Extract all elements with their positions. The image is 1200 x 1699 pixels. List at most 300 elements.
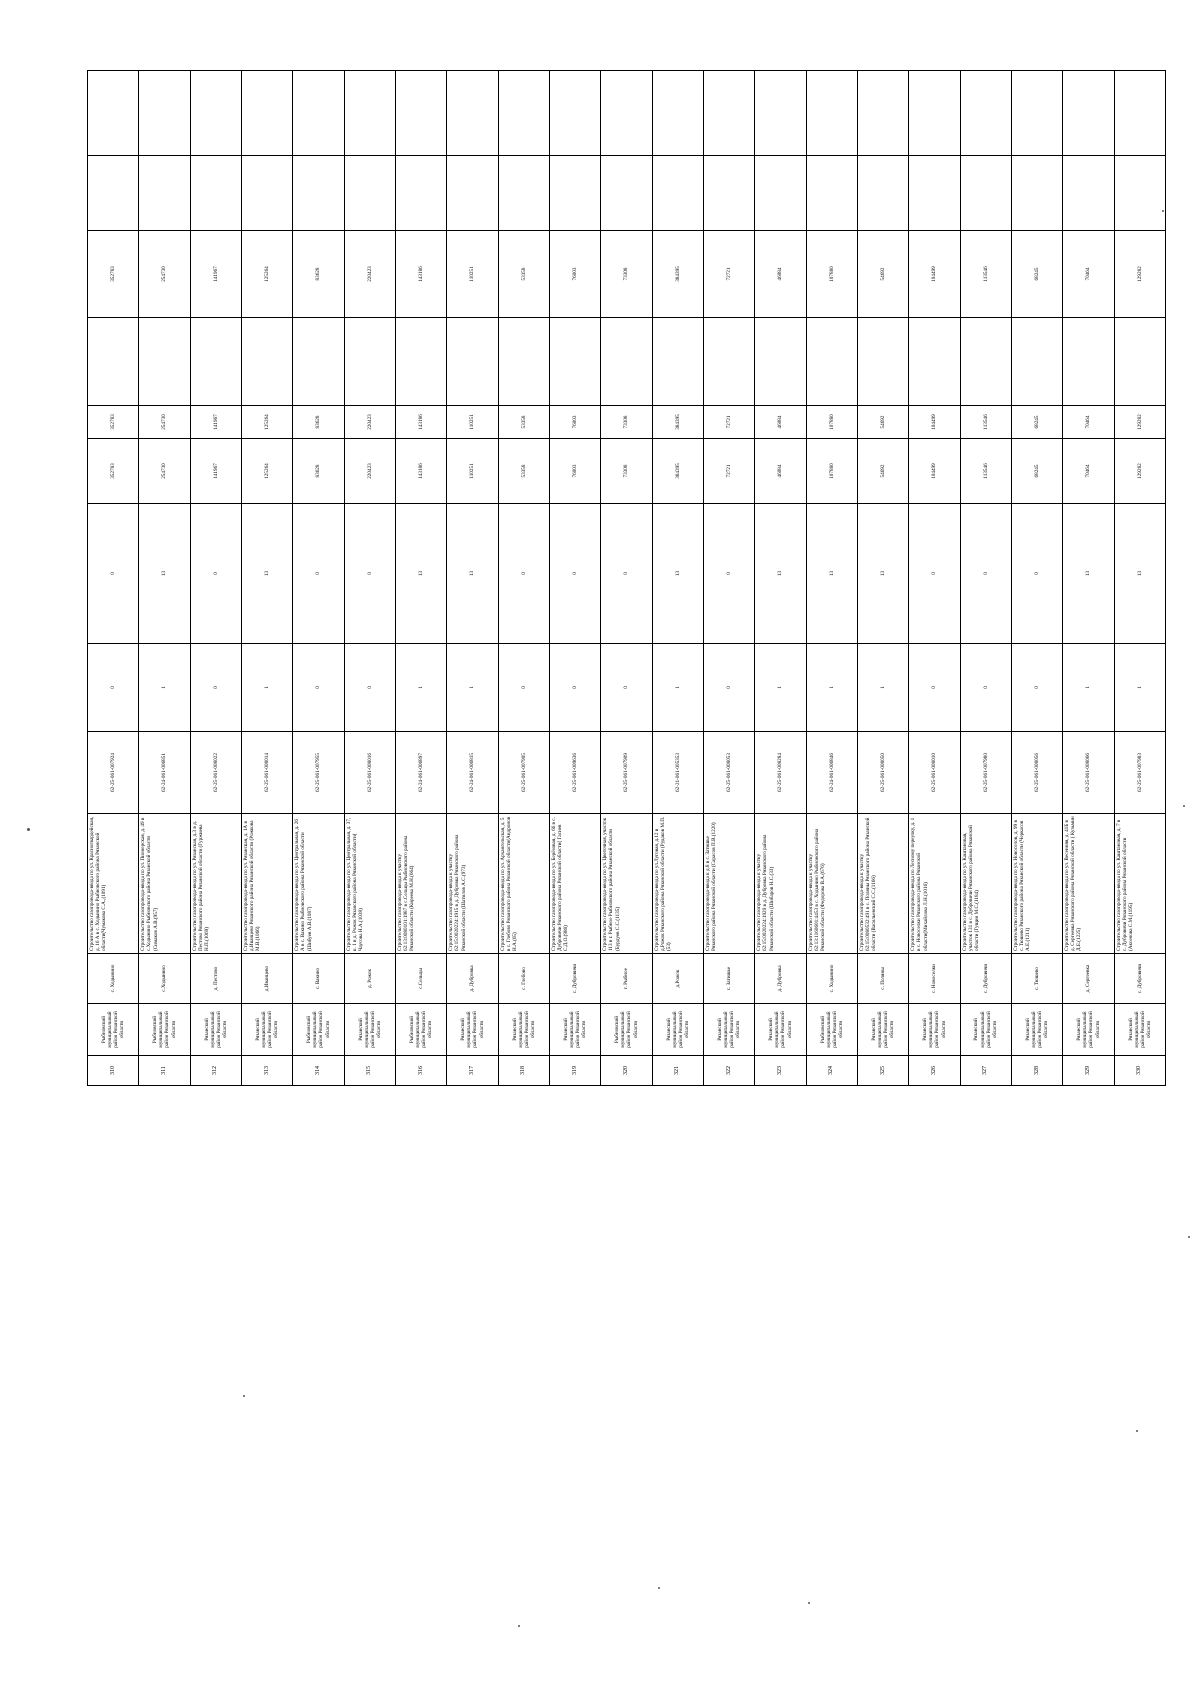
table-row bbox=[241, 71, 292, 1086]
table-row bbox=[652, 71, 703, 1086]
amount-cell bbox=[344, 318, 395, 406]
row-number: 310 bbox=[88, 1056, 139, 1086]
amount-cell: 76003 bbox=[549, 231, 600, 318]
empty-cell bbox=[601, 156, 652, 231]
empty-cell bbox=[1114, 156, 1165, 231]
district-cell: Рязанский муниципальный район Рязанской области bbox=[1063, 1004, 1114, 1056]
place-cell: д. Дубровка bbox=[755, 954, 806, 1004]
district-cell: Рязанский муниципальный район Рязанской области bbox=[498, 1004, 549, 1056]
code-cell: 62-24-061-006851 bbox=[139, 732, 190, 814]
amount-cell bbox=[498, 318, 549, 406]
empty-cell bbox=[395, 71, 446, 156]
row-number: 320 bbox=[601, 1056, 652, 1086]
category-cell: 0 bbox=[601, 504, 652, 644]
district-cell: Рязанский муниципальный район Рязанской области bbox=[960, 1004, 1011, 1056]
flag-cell: 0 bbox=[498, 644, 549, 732]
code-cell: 62-25-061-007905 bbox=[498, 732, 549, 814]
row-number: 312 bbox=[190, 1056, 241, 1086]
flag-cell: 1 bbox=[139, 644, 190, 732]
empty-cell bbox=[395, 156, 446, 231]
empty-cell bbox=[88, 71, 139, 156]
table-row bbox=[806, 71, 857, 1086]
row-number: 314 bbox=[293, 1056, 344, 1086]
empty-cell bbox=[703, 156, 754, 231]
amount-cell: 53358 bbox=[498, 439, 549, 504]
place-cell: с. Ходынино bbox=[88, 954, 139, 1004]
amount-cell: 129282 bbox=[1114, 231, 1165, 318]
place-cell: д. Дубровка bbox=[447, 954, 498, 1004]
table-body bbox=[88, 71, 1166, 1086]
empty-cell bbox=[139, 71, 190, 156]
description-cell: Строительство газопровода-ввода по ул. Берёзовая, д. 66 в с. Дубровичи Рязанского района Рязанской области( Гасиев С.Д.О.(988) bbox=[549, 814, 600, 954]
description-cell: Строительство газопровода-ввода по ул. Архангельская, д. 5 в с. Глебово Рязанского района Рязанской области(Андронов Н.А.(65) bbox=[498, 814, 549, 954]
category-cell: 0 bbox=[549, 504, 600, 644]
amount-cell bbox=[1011, 318, 1062, 406]
category-cell: 0 bbox=[498, 504, 549, 644]
amount-cell: 141967 bbox=[190, 439, 241, 504]
description-cell: Строительство газопровода-ввода по ул. Красногвардейская, д. 16 А в с. Ходынино Рыбновского района Рязанской области(Чумакова С.А.,(1091) bbox=[88, 814, 139, 954]
empty-cell bbox=[652, 156, 703, 231]
amount-cell: 72721 bbox=[703, 231, 754, 318]
amount-cell: 104499 bbox=[909, 231, 960, 318]
empty-cell bbox=[88, 156, 139, 231]
empty-cell bbox=[139, 156, 190, 231]
place-cell: д. Пестово bbox=[190, 954, 241, 1004]
row-number: 323 bbox=[755, 1056, 806, 1086]
code-cell: 62-25-061-008066 bbox=[1063, 732, 1114, 814]
category-cell: 13 bbox=[447, 504, 498, 644]
category-cell: 13 bbox=[1063, 504, 1114, 644]
description-cell: Строительство газопровода-ввода к участку 62:13:0080101:1987 в с.Сельцы Рыбновского района Рязанской области (Киреева М.Н.(664) bbox=[395, 814, 446, 954]
description-cell: Строительство газопровода-ввода к участку 62:15:0020224:1915 в д. Дубровка Рязанского района Рязанской области (Шатилов А.С.(973) bbox=[447, 814, 498, 954]
empty-cell bbox=[293, 71, 344, 156]
district-cell: Рязанский муниципальный район Рязанской области bbox=[909, 1004, 960, 1056]
amount-cell: 53358 bbox=[498, 406, 549, 439]
amount-cell bbox=[960, 318, 1011, 406]
amount-cell bbox=[549, 318, 600, 406]
empty-cell bbox=[909, 156, 960, 231]
category-cell: 0 bbox=[909, 504, 960, 644]
flag-cell: 1 bbox=[395, 644, 446, 732]
row-number: 329 bbox=[1063, 1056, 1114, 1086]
place-cell: с. Вакино bbox=[293, 954, 344, 1004]
amount-cell bbox=[755, 318, 806, 406]
amount-cell bbox=[190, 318, 241, 406]
amount-cell bbox=[447, 318, 498, 406]
district-cell: Рязанский муниципальный район Рязанской области bbox=[1011, 1004, 1062, 1056]
empty-cell bbox=[549, 156, 600, 231]
place-cell: г. Рыбное bbox=[601, 954, 652, 1004]
district-cell: Рыбновский муниципальный район Рязанской области bbox=[88, 1004, 139, 1056]
amount-cell: 384395 bbox=[652, 439, 703, 504]
amount-cell: 104499 bbox=[909, 439, 960, 504]
amount-cell bbox=[703, 318, 754, 406]
empty-cell bbox=[549, 71, 600, 156]
amount-cell: 110251 bbox=[447, 231, 498, 318]
district-cell: Рязанский муниципальный район Рязанской области bbox=[1114, 1004, 1165, 1056]
table-row bbox=[190, 71, 241, 1086]
amount-cell: 143186 bbox=[395, 439, 446, 504]
amount-cell: 384395 bbox=[652, 406, 703, 439]
district-cell: Рыбновский муниципальный район Рязанской области bbox=[139, 1004, 190, 1056]
amount-cell: 46084 bbox=[755, 406, 806, 439]
empty-cell bbox=[1011, 156, 1062, 231]
empty-cell bbox=[241, 156, 292, 231]
flag-cell: 1 bbox=[1114, 644, 1165, 732]
amount-cell: 70464 bbox=[1063, 231, 1114, 318]
place-cell: с. Ходынино bbox=[806, 954, 857, 1004]
district-cell: Рыбновский муниципальный район Рязанской области bbox=[601, 1004, 652, 1056]
amount-cell: 73308 bbox=[601, 231, 652, 318]
description-cell: Строительство газопровода-ввода к участку 62:15:0020224:1920 в д. Дубровка Рязанского района Рязанской области (Шибаров Н.С.(33) bbox=[755, 814, 806, 954]
amount-cell: 129282 bbox=[1114, 406, 1165, 439]
empty-cell bbox=[447, 71, 498, 156]
flag-cell: 0 bbox=[190, 644, 241, 732]
description-cell: Строительство газопровода-ввода по ул. Центральная, д. 37, к. 1 в д. Рожок Рязанского района Рязанской области( Чаусова Н.А.(1038) bbox=[344, 814, 395, 954]
flag-cell: 0 bbox=[344, 644, 395, 732]
table-row bbox=[498, 71, 549, 1086]
amount-cell: 110251 bbox=[447, 439, 498, 504]
amount-cell: 352783 bbox=[88, 439, 139, 504]
description-cell: Строительство газопровода-ввода по ул. Новоселов, д. 99 в с. Тюшево Рязанского района Рязанской области (Черкасов А.Е.(1211) bbox=[1011, 814, 1062, 954]
row-number: 330 bbox=[1114, 1056, 1165, 1086]
empty-cell bbox=[857, 156, 908, 231]
empty-cell bbox=[703, 71, 754, 156]
empty-cell bbox=[1063, 71, 1114, 156]
flag-cell: 1 bbox=[755, 644, 806, 732]
amount-cell: 384395 bbox=[652, 231, 703, 318]
code-cell: 62-25-061-008284 bbox=[755, 732, 806, 814]
table-row bbox=[1011, 71, 1062, 1086]
district-cell: Рязанский муниципальный район Рязанской области bbox=[241, 1004, 292, 1056]
category-cell: 13 bbox=[755, 504, 806, 644]
amount-cell: 220423 bbox=[344, 439, 395, 504]
row-number: 311 bbox=[139, 1056, 190, 1086]
empty-cell bbox=[755, 71, 806, 156]
code-cell: 62-25-061-008010 bbox=[909, 732, 960, 814]
amount-cell: 76003 bbox=[549, 406, 600, 439]
rotated-document-page bbox=[87, 71, 1166, 1086]
row-number: 313 bbox=[241, 1056, 292, 1086]
amount-cell: 113546 bbox=[960, 231, 1011, 318]
row-number: 315 bbox=[344, 1056, 395, 1086]
table-row bbox=[447, 71, 498, 1086]
code-cell: 62-25-061-008050 bbox=[857, 732, 908, 814]
district-cell: Рязанский муниципальный район Рязанской области bbox=[703, 1004, 754, 1056]
amount-cell bbox=[601, 318, 652, 406]
amount-cell: 53358 bbox=[498, 231, 549, 318]
description-cell: Строительство газопровода-ввода по ул. Центральная, д. 26 А в с. Вакино Рыбновского района Рязанской области (Шибуев А.В.(1087) bbox=[293, 814, 344, 954]
amount-cell bbox=[909, 318, 960, 406]
place-cell: д. Сергеевка bbox=[1063, 954, 1114, 1004]
row-number: 322 bbox=[703, 1056, 754, 1086]
category-cell: 0 bbox=[960, 504, 1011, 644]
flag-cell: 0 bbox=[909, 644, 960, 732]
table-row bbox=[293, 71, 344, 1086]
district-cell: Рыбновский муниципальный район Рязанской области bbox=[395, 1004, 446, 1056]
amount-cell: 352783 bbox=[88, 231, 139, 318]
place-cell: с. Поляны bbox=[857, 954, 908, 1004]
amount-cell bbox=[652, 318, 703, 406]
amount-cell bbox=[1114, 318, 1165, 406]
amount-cell: 141967 bbox=[190, 231, 241, 318]
row-number: 325 bbox=[857, 1056, 908, 1086]
amount-cell: 54692 bbox=[857, 406, 908, 439]
scan-speck bbox=[27, 828, 30, 831]
amount-cell: 254730 bbox=[139, 439, 190, 504]
amount-cell: 113546 bbox=[960, 439, 1011, 504]
amount-cell bbox=[139, 318, 190, 406]
empty-cell bbox=[806, 71, 857, 156]
description-cell: Строительство газопровода-ввода по ул. Каштановая, участок 131 в с. Дубровичи Рязанского района Рязанской области (Гущин М.С.(1184) bbox=[960, 814, 1011, 954]
empty-cell bbox=[857, 71, 908, 156]
table-row bbox=[755, 71, 806, 1086]
category-cell: 13 bbox=[806, 504, 857, 644]
amount-cell bbox=[857, 318, 908, 406]
scan-speck bbox=[243, 1395, 245, 1397]
table-row bbox=[601, 71, 652, 1086]
description-cell: Строительство газопровода-ввода к участку 62:13:1160601:4453 в с. Ходынино Рыбновского района Рязанской области (Федорова В.А.(676) bbox=[806, 814, 857, 954]
place-cell: с. Тюшево bbox=[1011, 954, 1062, 1004]
scan-speck bbox=[1183, 805, 1185, 807]
table-row bbox=[549, 71, 600, 1086]
amount-cell: 107880 bbox=[806, 406, 857, 439]
description-cell: Строительство газопровода-ввода по ул. Рязанская, д.3 в д. Пестово Рязанского района Рязанской области (Гуржиева Н.П.(1069) bbox=[190, 814, 241, 954]
place-cell: д.Иванцево bbox=[241, 954, 292, 1004]
amount-cell bbox=[293, 318, 344, 406]
empty-cell bbox=[1063, 156, 1114, 231]
district-cell: Рыбновский муниципальный район Рязанской области bbox=[293, 1004, 344, 1056]
code-cell: 62-25-061-008053 bbox=[703, 732, 754, 814]
row-number: 318 bbox=[498, 1056, 549, 1086]
amount-cell: 254730 bbox=[139, 406, 190, 439]
empty-cell bbox=[1114, 71, 1165, 156]
table-row bbox=[703, 71, 754, 1086]
empty-cell bbox=[909, 71, 960, 156]
table-row bbox=[344, 71, 395, 1086]
amount-cell: 54692 bbox=[857, 231, 908, 318]
row-number: 324 bbox=[806, 1056, 857, 1086]
place-cell: д. Рожок bbox=[344, 954, 395, 1004]
amount-cell: 54692 bbox=[857, 439, 908, 504]
category-cell: 0 bbox=[703, 504, 754, 644]
amount-cell bbox=[806, 318, 857, 406]
amount-cell: 113546 bbox=[960, 406, 1011, 439]
place-cell: с. Дубровичи bbox=[960, 954, 1011, 1004]
code-cell: 62-24-061-006815 bbox=[447, 732, 498, 814]
place-cell: с. Глебово bbox=[498, 954, 549, 1004]
category-cell: 13 bbox=[1114, 504, 1165, 644]
empty-cell bbox=[652, 71, 703, 156]
district-cell: Рязанский муниципальный район Рязанской области bbox=[652, 1004, 703, 1056]
table-row bbox=[909, 71, 960, 1086]
code-cell: 62-25-061-009636 bbox=[549, 732, 600, 814]
empty-cell bbox=[1011, 71, 1062, 156]
flag-cell: 1 bbox=[1063, 644, 1114, 732]
empty-cell bbox=[806, 156, 857, 231]
flag-cell: 0 bbox=[549, 644, 600, 732]
code-cell: 62-21-061-005353 bbox=[652, 732, 703, 814]
flag-cell: 1 bbox=[241, 644, 292, 732]
description-cell: Строительство газопровода-ввода по ул.Луговая, д.12 в д.Рожок Рязанского района Рязанской области (Рудаков М.П.(53) bbox=[652, 814, 703, 954]
table-row bbox=[1114, 71, 1165, 1086]
empty-cell bbox=[293, 156, 344, 231]
row-number: 328 bbox=[1011, 1056, 1062, 1086]
empty-cell bbox=[241, 71, 292, 156]
code-cell: 62-25-061-008016 bbox=[344, 732, 395, 814]
empty-cell bbox=[601, 71, 652, 156]
row-number: 321 bbox=[652, 1056, 703, 1086]
scan-speck bbox=[808, 1602, 810, 1604]
row-number: 317 bbox=[447, 1056, 498, 1086]
empty-cell bbox=[960, 71, 1011, 156]
empty-cell bbox=[498, 71, 549, 156]
description-cell: Строительство газопровода-ввода по ул. Каштановая, д. 7 в с. Дубровичи Рязанского района Рязанской области (Аксенова С.М.(1195) bbox=[1114, 814, 1165, 954]
amount-cell: 129282 bbox=[1114, 439, 1165, 504]
amount-cell: 68245 bbox=[1011, 439, 1062, 504]
table-row bbox=[395, 71, 446, 1086]
category-cell: 0 bbox=[293, 504, 344, 644]
flag-cell: 0 bbox=[1011, 644, 1062, 732]
amount-cell: 70464 bbox=[1063, 406, 1114, 439]
district-cell: Рязанский муниципальный район Рязанской области bbox=[549, 1004, 600, 1056]
description-cell: Строительство газопровода-ввода по ул. Рязанская, д. 1А в д.Иванцево Рязанского района Рязанской области (Рожкова М.В.(1066) bbox=[241, 814, 292, 954]
description-cell: Строительство газопровода-ввода по ул. Пионерская, д. 49 в с.Ходынино Рыбновского района Рязанской области (Симаков А.В.(957) bbox=[139, 814, 190, 954]
scan-speck bbox=[1188, 1236, 1190, 1238]
flag-cell: 0 bbox=[601, 644, 652, 732]
district-cell: Рязанский муниципальный район Рязанской области bbox=[344, 1004, 395, 1056]
place-cell: с. Затишье bbox=[703, 954, 754, 1004]
table-row bbox=[139, 71, 190, 1086]
code-cell: 62-25-061-008014 bbox=[241, 732, 292, 814]
code-cell: 62-24-061-006897 bbox=[395, 732, 446, 814]
amount-cell bbox=[88, 318, 139, 406]
district-cell: Рыбновский муниципальный район Рязанской области bbox=[806, 1004, 857, 1056]
category-cell: 13 bbox=[857, 504, 908, 644]
amount-cell: 220423 bbox=[344, 231, 395, 318]
amount-cell: 76003 bbox=[549, 439, 600, 504]
place-cell: с.Сельцы bbox=[395, 954, 446, 1004]
amount-cell: 73308 bbox=[601, 406, 652, 439]
code-cell: 62-25-061-007980 bbox=[960, 732, 1011, 814]
amount-cell: 125264 bbox=[241, 231, 292, 318]
flag-cell: 0 bbox=[88, 644, 139, 732]
amount-cell: 73308 bbox=[601, 439, 652, 504]
place-cell: с. Дубровичи bbox=[549, 954, 600, 1004]
code-cell: 62-25-061-007983 bbox=[1114, 732, 1165, 814]
amount-cell: 46084 bbox=[755, 439, 806, 504]
flag-cell: 0 bbox=[293, 644, 344, 732]
amount-cell: 220423 bbox=[344, 406, 395, 439]
scan-speck bbox=[1162, 210, 1164, 212]
empty-cell bbox=[344, 156, 395, 231]
flag-cell: 1 bbox=[806, 644, 857, 732]
category-cell: 0 bbox=[190, 504, 241, 644]
amount-cell: 110251 bbox=[447, 406, 498, 439]
row-number: 319 bbox=[549, 1056, 600, 1086]
district-cell: Рязанский муниципальный район Рязанской области bbox=[447, 1004, 498, 1056]
amount-cell: 72721 bbox=[703, 406, 754, 439]
code-cell: 62-24-061-006846 bbox=[806, 732, 857, 814]
place-cell: с.Ходынино bbox=[139, 954, 190, 1004]
district-cell: Рязанский муниципальный район Рязанской области bbox=[755, 1004, 806, 1056]
table-row bbox=[960, 71, 1011, 1086]
category-cell: 13 bbox=[652, 504, 703, 644]
amount-cell: 352783 bbox=[88, 406, 139, 439]
amount-cell: 83628 bbox=[293, 406, 344, 439]
empty-cell bbox=[498, 156, 549, 231]
description-cell: Строительство газопровода-ввода к д.8 в с. Затишье Рязанского района Рязанской области (Сарасов П.В.(1220) bbox=[703, 814, 754, 954]
amount-cell bbox=[1063, 318, 1114, 406]
place-cell: д.Рожок bbox=[652, 954, 703, 1004]
place-cell: с. Новоселки bbox=[909, 954, 960, 1004]
scan-speck bbox=[1136, 1430, 1138, 1432]
category-cell: 0 bbox=[344, 504, 395, 644]
category-cell: 0 bbox=[88, 504, 139, 644]
empty-cell bbox=[755, 156, 806, 231]
amount-cell: 46084 bbox=[755, 231, 806, 318]
description-cell: Строительство газопровода-ввода по ул. Цветочная, участок 113 в г. Рыбное Рыбновского района Рязанской области (Бурдуев С.С.(1135) bbox=[601, 814, 652, 954]
amount-cell: 104499 bbox=[909, 406, 960, 439]
scan-speck bbox=[658, 1587, 660, 1589]
amount-cell: 68245 bbox=[1011, 231, 1062, 318]
code-cell: 62-25-061-007924 bbox=[88, 732, 139, 814]
category-cell: 0 bbox=[1011, 504, 1062, 644]
amount-cell: 143186 bbox=[395, 406, 446, 439]
code-cell: 62-25-061-008022 bbox=[190, 732, 241, 814]
amount-cell: 143186 bbox=[395, 231, 446, 318]
code-cell: 62-25-061-008056 bbox=[1011, 732, 1062, 814]
description-cell: Строительство газопровода-ввода по Лесному переулку, д. 1 в с. Новоселки Рязанского района Рязанской области(Михайлова Л.Н.(1016) bbox=[909, 814, 960, 954]
empty-cell bbox=[190, 71, 241, 156]
amount-cell bbox=[241, 318, 292, 406]
flag-cell: 1 bbox=[447, 644, 498, 732]
amount-cell: 254730 bbox=[139, 231, 190, 318]
flag-cell: 0 bbox=[960, 644, 1011, 732]
amount-cell: 141967 bbox=[190, 406, 241, 439]
row-number: 316 bbox=[395, 1056, 446, 1086]
empty-cell bbox=[344, 71, 395, 156]
flag-cell: 1 bbox=[857, 644, 908, 732]
description-cell: Строительство газопровода-ввода к участку 62:15:0080532:491 в с. Поляны Рязанского района Рязанской области (Васильевский С.С.(1166) bbox=[857, 814, 908, 954]
flag-cell: 1 bbox=[652, 644, 703, 732]
category-cell: 13 bbox=[139, 504, 190, 644]
flag-cell: 0 bbox=[703, 644, 754, 732]
category-cell: 13 bbox=[241, 504, 292, 644]
row-number: 327 bbox=[960, 1056, 1011, 1086]
amount-cell: 70464 bbox=[1063, 439, 1114, 504]
empty-cell bbox=[190, 156, 241, 231]
amount-cell: 107880 bbox=[806, 231, 857, 318]
amount-cell: 72721 bbox=[703, 439, 754, 504]
code-cell: 62-25-061-007909 bbox=[601, 732, 652, 814]
table-row bbox=[1063, 71, 1114, 1086]
table-row bbox=[857, 71, 908, 1086]
amount-cell: 125264 bbox=[241, 439, 292, 504]
table-row bbox=[88, 71, 139, 1086]
district-cell: Рязанский муниципальный район Рязанской области bbox=[190, 1004, 241, 1056]
place-cell: с. Дубровичи bbox=[1114, 954, 1165, 1004]
description-cell: Строительство газопровода-ввода по ул. Весенняя, д. 41Б в д. Сергеевка Рязанского района Рязанской области ( Кузьмин Д.Е.(1225) bbox=[1063, 814, 1114, 954]
amount-cell: 83628 bbox=[293, 231, 344, 318]
gas-connection-table bbox=[87, 70, 1166, 1086]
district-cell: Рязанский муниципальный район Рязанской области bbox=[857, 1004, 908, 1056]
empty-cell bbox=[447, 156, 498, 231]
scan-speck bbox=[518, 1625, 520, 1627]
amount-cell bbox=[395, 318, 446, 406]
amount-cell: 68245 bbox=[1011, 406, 1062, 439]
amount-cell: 83628 bbox=[293, 439, 344, 504]
